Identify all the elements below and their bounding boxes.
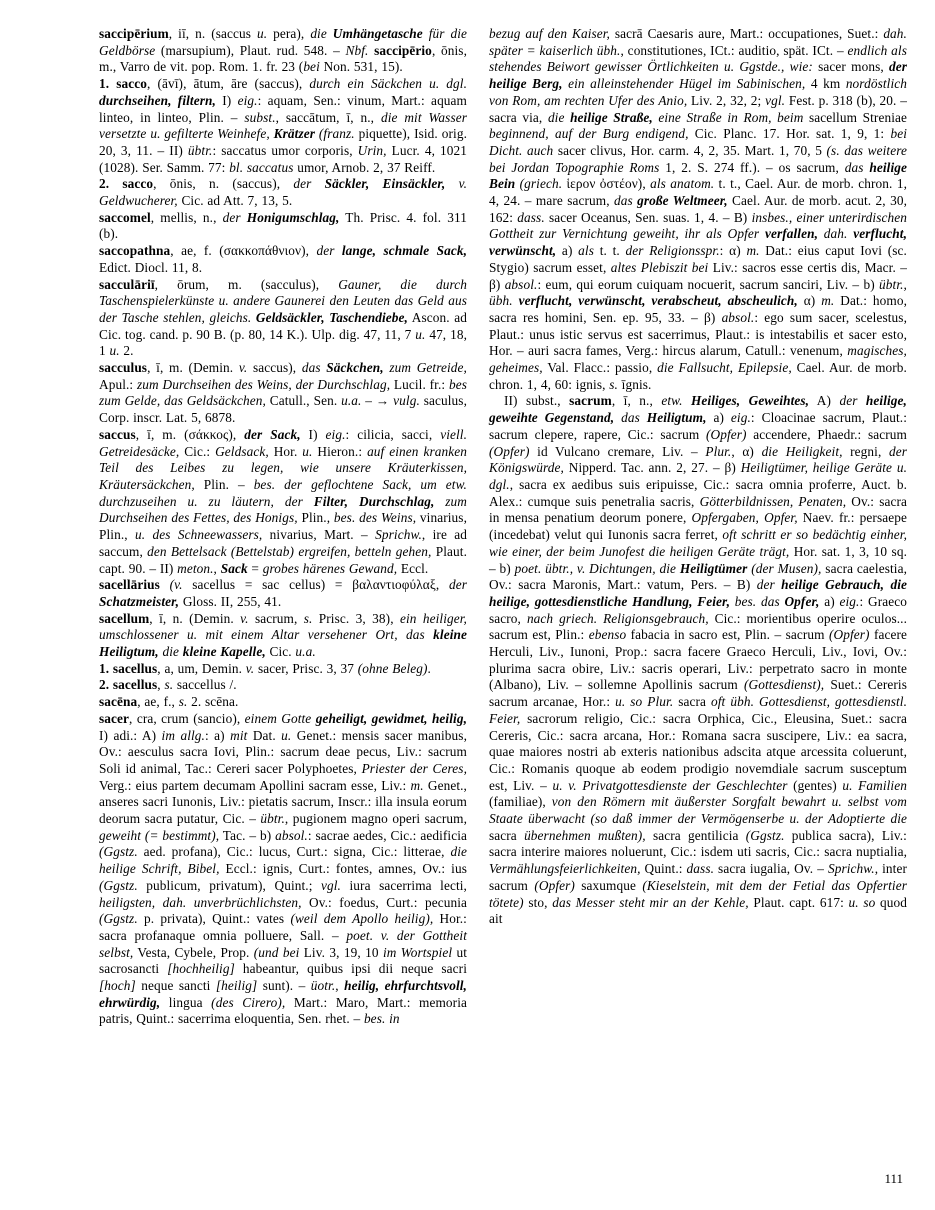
column-left	[99, 26, 467, 1028]
entry-sacculus: sacculus, ī, m. (Demin. v. saccus), das Säckchen, zum Getreide, Apul.: zum Durchseihen des Weins, der Durchschlag, Lucil. fr.: bes zum Gelde, das Geldsäckchen, Catull., Sen. u.a. – → vulg. saculus, Corp. inscr. Lat. 5, 6878.	[99, 360, 468, 426]
entry-sacco-1: 1. sacco, (āvī), ātum, āre (saccus), durch ein Säckchen u. dgl. durchseihen, filtern, I) eig.: aquam, Sen.: vinum, Mart.: aquam linteo, in linteo, Plin. – subst., saccātum, ī, n., die mit Wasser versetzte u. gefilterte Weinhefe, Krätzer (franz. piquette), Isid. orig. 20, 3, 11. – II) übtr.: saccatus umor corporis, Urin, Lucr. 4, 1021 (1028). Ser. Samm. 77: bl. saccatus umor, Arnob. 2, 37 Reiff.	[99, 76, 468, 175]
entry-sacena: sacēna, ae, f., s. 2. scēna.	[99, 694, 239, 710]
entry-saccopathna: saccopathna, ae, f. (σακκοπάθνιον), der lange, schmale Sack, Edict. Diocl. 11, 8.	[99, 243, 468, 275]
entry-sacer-continued: bezug auf den Kaiser, sacrā Caesaris aure, Mart.: occupationes, Suet.: dah. später = kaiserlich übh., constitutiones, ICt.: auditio, spät. ICt. – endlich als stehendes Beiwort gewisser Örtlichkeiten u. Ggstde., wie: sacer mons, der heilige Berg, ein alleinstehender Hügel im Sabinischen, 4 km nordöstlich von Rom, am rechten Ufer des Anio, Liv. 2, 32, 2; vgl. Fest. p. 318 (b), 20. – sacra via, die heilige Straße, eine Straße in Rom, beim sacellum Streniae beginnend, auf der Burg endigend, Cic. Planc. 17. Hor. sat. 1, 9, 1: bei Dicht. auch sacer clivus, Hor. carm. 4, 2, 35. Mart. 1, 70, 5 (s. das weitere bei Jordan Topographie Roms 1, 2. S. 274 ff.). – os sacrum, das heilige Bein (griech. ἱερον ὀστέον), als anatom. t. t., Cael. Aur. de morb. chron. 1, 4, 24. – mare sacrum, das große Weltmeer, Cael. Aur. de morb. acut. 2, 30, 162: dass. sacer Oceanus, Sen. suas. 1, 4. – B) insbes., einer unterirdischen Gottheit zur Vernichtung geweiht, ihr als Opfer verfallen, dah. verflucht, verwünscht, a) als t. t. der Religionsspr.: α) m. Dat.: eius caput Iovi (sc. Stygio) sacrum esset, altes Plebiszit bei Liv.: sacros esse certis dis, Macr. – β) absol.: eum, qui eorum cuiquam nocuerit, sacrum sanciri, Liv. – b) übtr., übh. verflucht, verwünscht, verabscheut, abscheulich, α) m. Dat.: homo, sacra res homini, Sen. ep. 95, 33. – β) absol.: ego sum sacer, scelestus, Plaut.: unus istic servus est sacerrimus, Plaut.: is intestabilis et sacer esto, Hor. – auri sacra fames, Verg.: hircus alarum, Catull.: venenum, magisches, geheimes, Val. Flacc.: passio, die Fallsucht, Epilepsie, Cael. Aur. de morb. chron. 1, 4, 60: ignis, s. īgnis.	[489, 26, 908, 392]
entry-sacciperium: saccipērium, iī, n. (saccus u. pera), die Umhängetasche für die Geldbörse (marsupium), Plaut. rud. 548. – Nbf. saccipērio, ōnis, m., Varro de vit. pop. Rom. 1. fr. 23 (bei Non. 531, 15).	[99, 26, 467, 75]
column-right	[489, 26, 907, 928]
entry-sacellum: sacellum, ī, n. (Demin. v. sacrum, s. Prisc. 3, 38), ein heiliger, umschlossener u. mit einem Altar versehener Ort, das kleine Heiligtum, die kleine Kapelle, Cic. u.a.	[99, 610, 467, 660]
entry-sacrum-subst: II) subst., sacrum, ī, n., etw. Heiliges, Geweihtes, A) der heilige, geweihte Gegenstand, das Heiligtum, a) eig.: Cloacinae sacrum, Plaut.: sacrum clepere, rapere, Cic.: sacrum (Opfer) accendere, Phaedr.: sacrum (Opfer) id Vulcano cremare, Liv. – Plur., α) die Heiligkeit, regni, der Königswürde, Nipperd. Tac. ann. 2, 27. – β) Heiligtümer, heilige Geräte u. dgl., sacra ex aedibus suis eripuisse, Cic.: sacra omnia proferre, Auct. b. Alex.: cumque suis penetralia sacris, Götterbildnissen, Penaten, Ov.: sacra in mensa penatium deorum ponere, Opfergaben, Opfer, Naev. fr.: persaepe (incedebat) velut qui Iunonis sacra ferret, oft schritt er so bedächtig einher, wie einer, der beim Junofest die heiligen Geräte trägt, Hor. sat. 1, 3, 10 sq. – b) poet. übtr., v. Dichtungen, die Heiligtümer (der Musen), sacra caelestia, Ov.: sacra Maronis, Mart.: vatum, Pers. – B) der heilige Gebrauch, die heilige, gottesdienstliche Handlung, Feier, bes. das Opfer, a) eig.: Graeco sacro, nach griech. Religionsgebrauch, Cic.: morientibus operire oculos... sacrum est, Plin.: ebenso fabacia in sacro est, Plin. – sacrum (Opfer) facere Herculi, Liv., Iunoni, Prop.: sacra facere Graeco Herculi, Liv., Iovi, Ov.: plurima sacra obire, Liv.: sacris operari, Liv.: perpetrato sacro in monte (Albano), Liv. – sollemne Apollinis sacrum (Gottesdienst), Suet.: Cereris sacrum arcanae, Hor.: u. so Plur. sacra oft übh. Gottesdienst, gottesdienstl. Feier, sacrorum religio, Cic.: sacra Orphica, Cic., Eleusina, Suet.: sacra Cereris, Cic.: sacra arcana, Hor.: Romana sacra suscipere, Liv.: ea sacra, quae maiores nostri ab exteris nationibus adscita atque arcessita coluerunt, Cic.: Romanis quoque ab eodem prodigio novemdiale sacrum susceptum est, Liv. – u. v. Privatgottesdienste der Geschlechter (gentes) u. Familien (familiae), von den Römern mit äußerster Sorgfalt bewahrt u. selbst vom Staate überwacht (so daß immer der Vermögenserbe u. der Adoptierte die sacra übernehmen mußten), sacra gentilicia (Ggstz. publica sacra), Liv.: sacra interire maiores noluerunt, Cic.: isdem uti sacris, Cic.: sacra nuptialia, Vermählungsfeierlichkeiten, Quint.: dass. sacra iugalia, Ov. – Sprichw., inter sacrum (Opfer) saxumque (Kieselstein, mit dem der Fetial das Opfertier tötete) sto, das Messer steht mir an der Kehle, Plaut. capt. 617: u. so quod ait	[489, 393, 908, 927]
entry-saccomel: saccomel, mellis, n., der Honigumschlag, Th. Prisc. 4. fol. 311 (b).	[99, 209, 468, 242]
entry-sacellus-1: 1. sacellus, a, um, Demin. v. sacer, Prisc. 3, 37 (ohne Beleg).	[99, 660, 431, 676]
entry-saccus: saccus, ī, m. (σάκκος), der Sack, I) eig.: cilicia, sacci, viell. Getreidesäcke, Cic.: Geldsack, Hor. u. Hieron.: auf einen kranken Teil des Leibes zu legen, wie unsere Kräuterkissen, Kräutersäckchen, Plin. – bes. der geflochtene Sack, um etw. durchzuseihen u. zu läutern, der Filter, Durchschlag, zum Durchseihen des Fettes, des Honigs, Plin., bes. des Weins, vinarius, Plin., u. des Schneewassers, nivarius, Mart. – Sprichw., ire ad saccum, den Bettelsack (Bettelstab) ergreifen, betteln gehen, Plaut. capt. 90. – II) meton., Sack = grobes härenes Gewand, Eccl.	[99, 426, 468, 576]
entry-sacellus-2: 2. sacellus, s. saccellus /.	[99, 677, 237, 693]
entry-sacco-2: 2. sacco, ōnis, n. (saccus), der Säckler, Einsäckler, v. Geldwucherer, Cic. ad Att. 7, 13, 5.	[99, 176, 468, 209]
entry-sacer: sacer, cra, crum (sancio), einem Gotte geheiligt, gewidmet, heilig, I) adi.: A) im allg.: a) mit Dat. u. Genet.: mensis sacer manibus, Ov.: aesculus sacra Iovi, Plin.: sacrum deae pecus, Liv.: sacrum Soli id animal, Tac.: Cereri sacer Polyphoetes, Priester der Ceres, Verg.: eius partem decumam Apollini sacram esse, Liv.: m. Genet., anseres sacri Iunonis, Liv.: pietatis sacrum, Inscr.: illa insula eorum deorum sacra putatur, Cic. – übtr., pugionem magno operi sacrum, geweiht (= bestimmt), Tac. – b) absol.: sacrae aedes, Cic.: aedificia (Ggstz. aed. profana), Cic.: lucus, Curt.: signa, Cic.: litterae, die heilige Schrift, Bibel, Eccl.: ignis, Curt.: fontes, amnes, Ov.: ius (Ggstz. publicum, privatum), Quint.; vgl. iura sacerrima lecti, heiligsten, dah. unverbrüchlichsten, Ov.: foedus, Curt.: pecunia (Ggstz. p. privata), Quint.: vates (weil dem Apollo heilig), Hor.: sacra profanaque omnia polluere, Sall. – poet. v. der Gottheit selbst, Vesta, Cybele, Prop. (und bei Liv. 3, 19, 10 im Wortspiel ut sacrosancti [hochheilig] habeantur, quibus ipsi dii neque sacri [hoch] neque sancti [heilig] sunt). – üotr., heilig, ehrfurchtsvoll, ehrwürdig, lingua (des Cirero), Mart.: Maro, Mart.: memoria patris, Quint.: sacerrima eloquentia, Sen. rhet. – bes. in	[99, 710, 468, 1027]
page-number: 111	[884, 1171, 903, 1186]
entry-sacellarius: sacellārius (v. sacellus = sac cellus) = βαλαντιοφύλαξ, der Schatzmeister, Gloss. II, 255, 41.	[99, 577, 467, 609]
entry-saccularii: sacculāriī, ōrum, m. (sacculus), Gauner, die durch Taschenspielerkünste u. andere Gaunerei den Leuten das Geld aus der Tasche stehlen, gleichs. Geldsäckler, Taschendiebe, Ascon. ad Cic. tog. cand. p. 90 B. (p. 80, 14 K.). Ulp. dig. 47, 11, 7 u. 47, 18, 1 u. 2.	[99, 276, 468, 359]
